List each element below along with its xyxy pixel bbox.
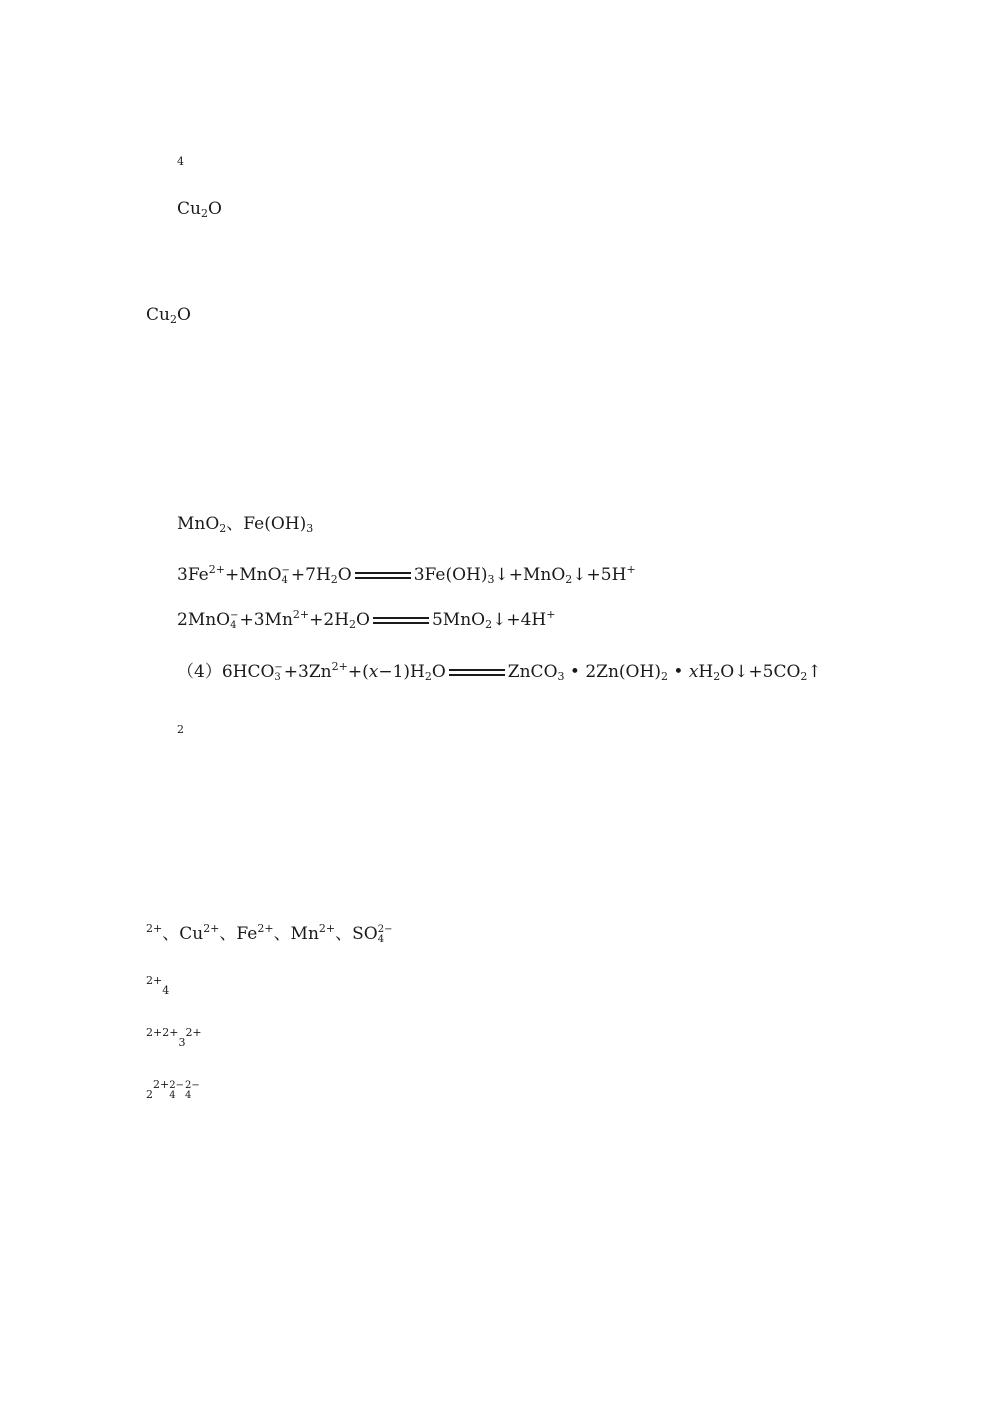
answer-line: 2 (177, 723, 184, 736)
answer-line (177, 818, 204, 842)
equation-line: $3Fe^{2+}+MnO$ − 4 $+7H_2O$ $3Fe(OH)_3↓+MnO_2↓+5H^+$ (177, 563, 636, 586)
answer-line: MnO$_2$、$Fe(OH)_3$ (177, 514, 314, 535)
text-line: $Cu_2O$ (146, 305, 191, 326)
analysis-line: $^{2+}$、$Cu^{2+}$、$Fe^{2+}$、$Mn^{2+}$、SO 2− 4 (146, 922, 393, 945)
analysis-line: $^{2+2+}_3^{2+}$ (146, 1026, 202, 1049)
equation-line: （4）6HCO − 3 $+3Zn^{2+}+(x-1)H_2O$ ZnCO$_3$ • $2Zn(OH)_2$ • $xH_2O↓+5CO_2↑$ (177, 660, 822, 683)
analysis-line: $^{2+}_4$ (146, 974, 170, 997)
equation-line: 2MnO − 4 $+3Mn^{2+}+2H_2O$ 5MnO$_2$↓+4H+ (177, 608, 556, 631)
analysis-line: $_2^{2+}$ 2− 4 2− 4 (146, 1078, 200, 1101)
text-line: 4 (177, 155, 184, 168)
text-line: $Cu_2O$ (177, 199, 222, 220)
